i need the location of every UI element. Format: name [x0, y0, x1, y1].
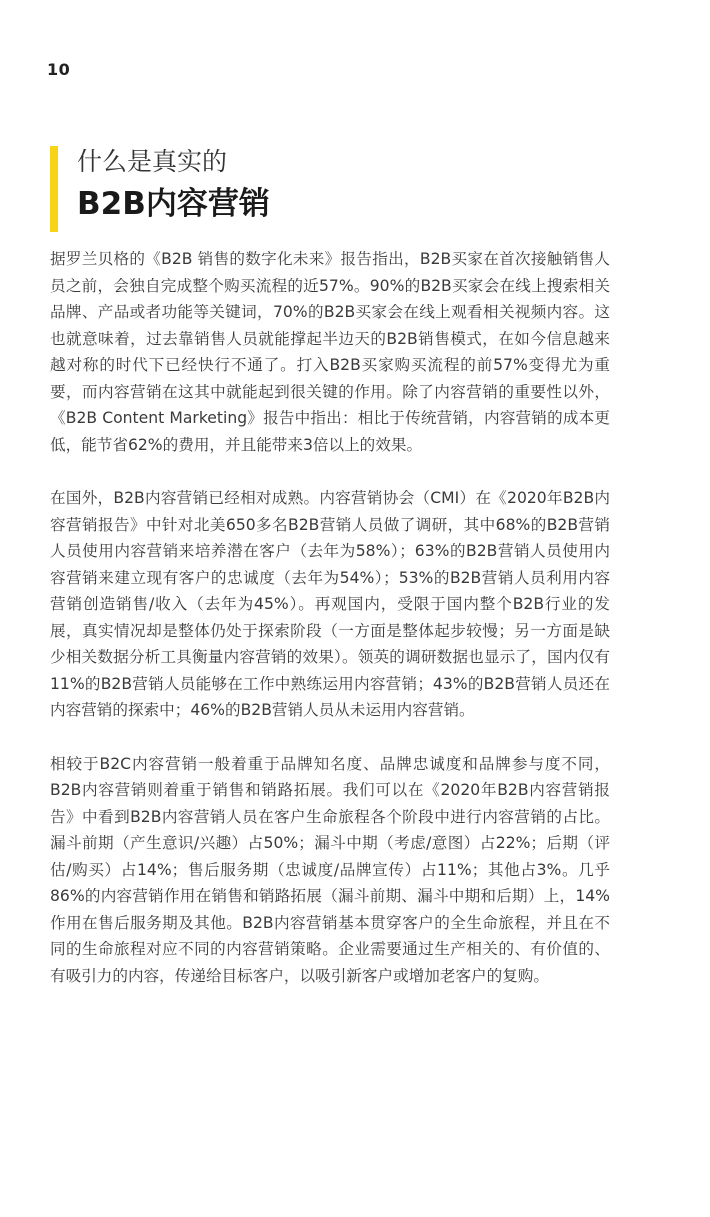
paragraph-2: 在国外，B2B内容营销已经相对成熟。内容营销协会（CMI）在《2020年B2B内容营销报告》中针对北美650多名B2B营销人员做了调研，其中68%的B2B营销人员使用内容营销来培养潜在客户（去年为58%）；63%的B2B营销人员使用内容营销来建立现有客户的忠诚度（去年为54%）；53%的B2B营销人员利用内容营销创造销售/收入（去年为45%）。再观国内，受限于国内整个B2B行业的发展，真实情况却是整体仍处于探索阶段（一方面是整体起步较慢；另一方面是缺少相关数据分析工具衡量内容营销的效果）。领英的调研数据也显示了，国内仅有11%的B2B营销人员能够在工作中熟练运用内容营销；43%的B2B营销人员还在内容营销的探索中；46%的B2B营销人员从未运用内容营销。 — [50, 489, 610, 719]
heading-title: B2B内容营销 — [77, 186, 270, 222]
heading-subtitle: 什么是真实的 — [77, 147, 228, 176]
body-text — [50, 246, 610, 1016]
paragraph-1: 据罗兰贝格的《B2B 销售的数字化未来》报告指出，B2B买家在首次接触销售人员之前，会独自完成整个购买流程的近57%。90%的B2B买家会在线上搜索相关品牌、产品或者功能等关键词，70%的B2B买家会在线上观看相关视频内容。这也就意味着，过去靠销售人员就能撑起半边天的B2B销售模式，在如今信息越来越对称的时代下已经快行不通了。打入B2B买家购买流程的前57%变得尤为重要，而内容营销在这其中就能起到很关键的作用。除了内容营销的重要性以外，《B2B Content Marketing》报告中指出：相比于传统营销，内容营销的成本更低，能节省62%的费用，并且能带来3倍以上的效果。 — [50, 250, 610, 454]
page-number: 10 — [47, 60, 71, 79]
heading-accent-bar — [50, 146, 58, 232]
section-heading — [50, 146, 650, 232]
paragraph-3: 相较于B2C内容营销一般着重于品牌知名度、品牌忠诚度和品牌参与度不同，B2B内容营销则着重于销售和销路拓展。我们可以在《2020年B2B内容营销报告》中看到B2B内容营销人员在客户生命旅程各个阶段中进行内容营销的占比。漏斗前期（产生意识/兴趣）占50%；漏斗中期（考虑/意图）占22%；后期（评估/购买）占14%；售后服务期（忠诚度/品牌宣传）占11%；其他占3%。几乎86%的内容营销作用在销售和销路拓展（漏斗前期、漏斗中期和后期）上，14%作用在售后服务期及其他。B2B内容营销基本贯穿客户的全生命旅程，并且在不同的生命旅程对应不同的内容营销策略。企业需要通过生产相关的、有价值的、有吸引力的内容，传递给目标客户，以吸引新客户或增加老客户的复购。 — [50, 754, 610, 985]
